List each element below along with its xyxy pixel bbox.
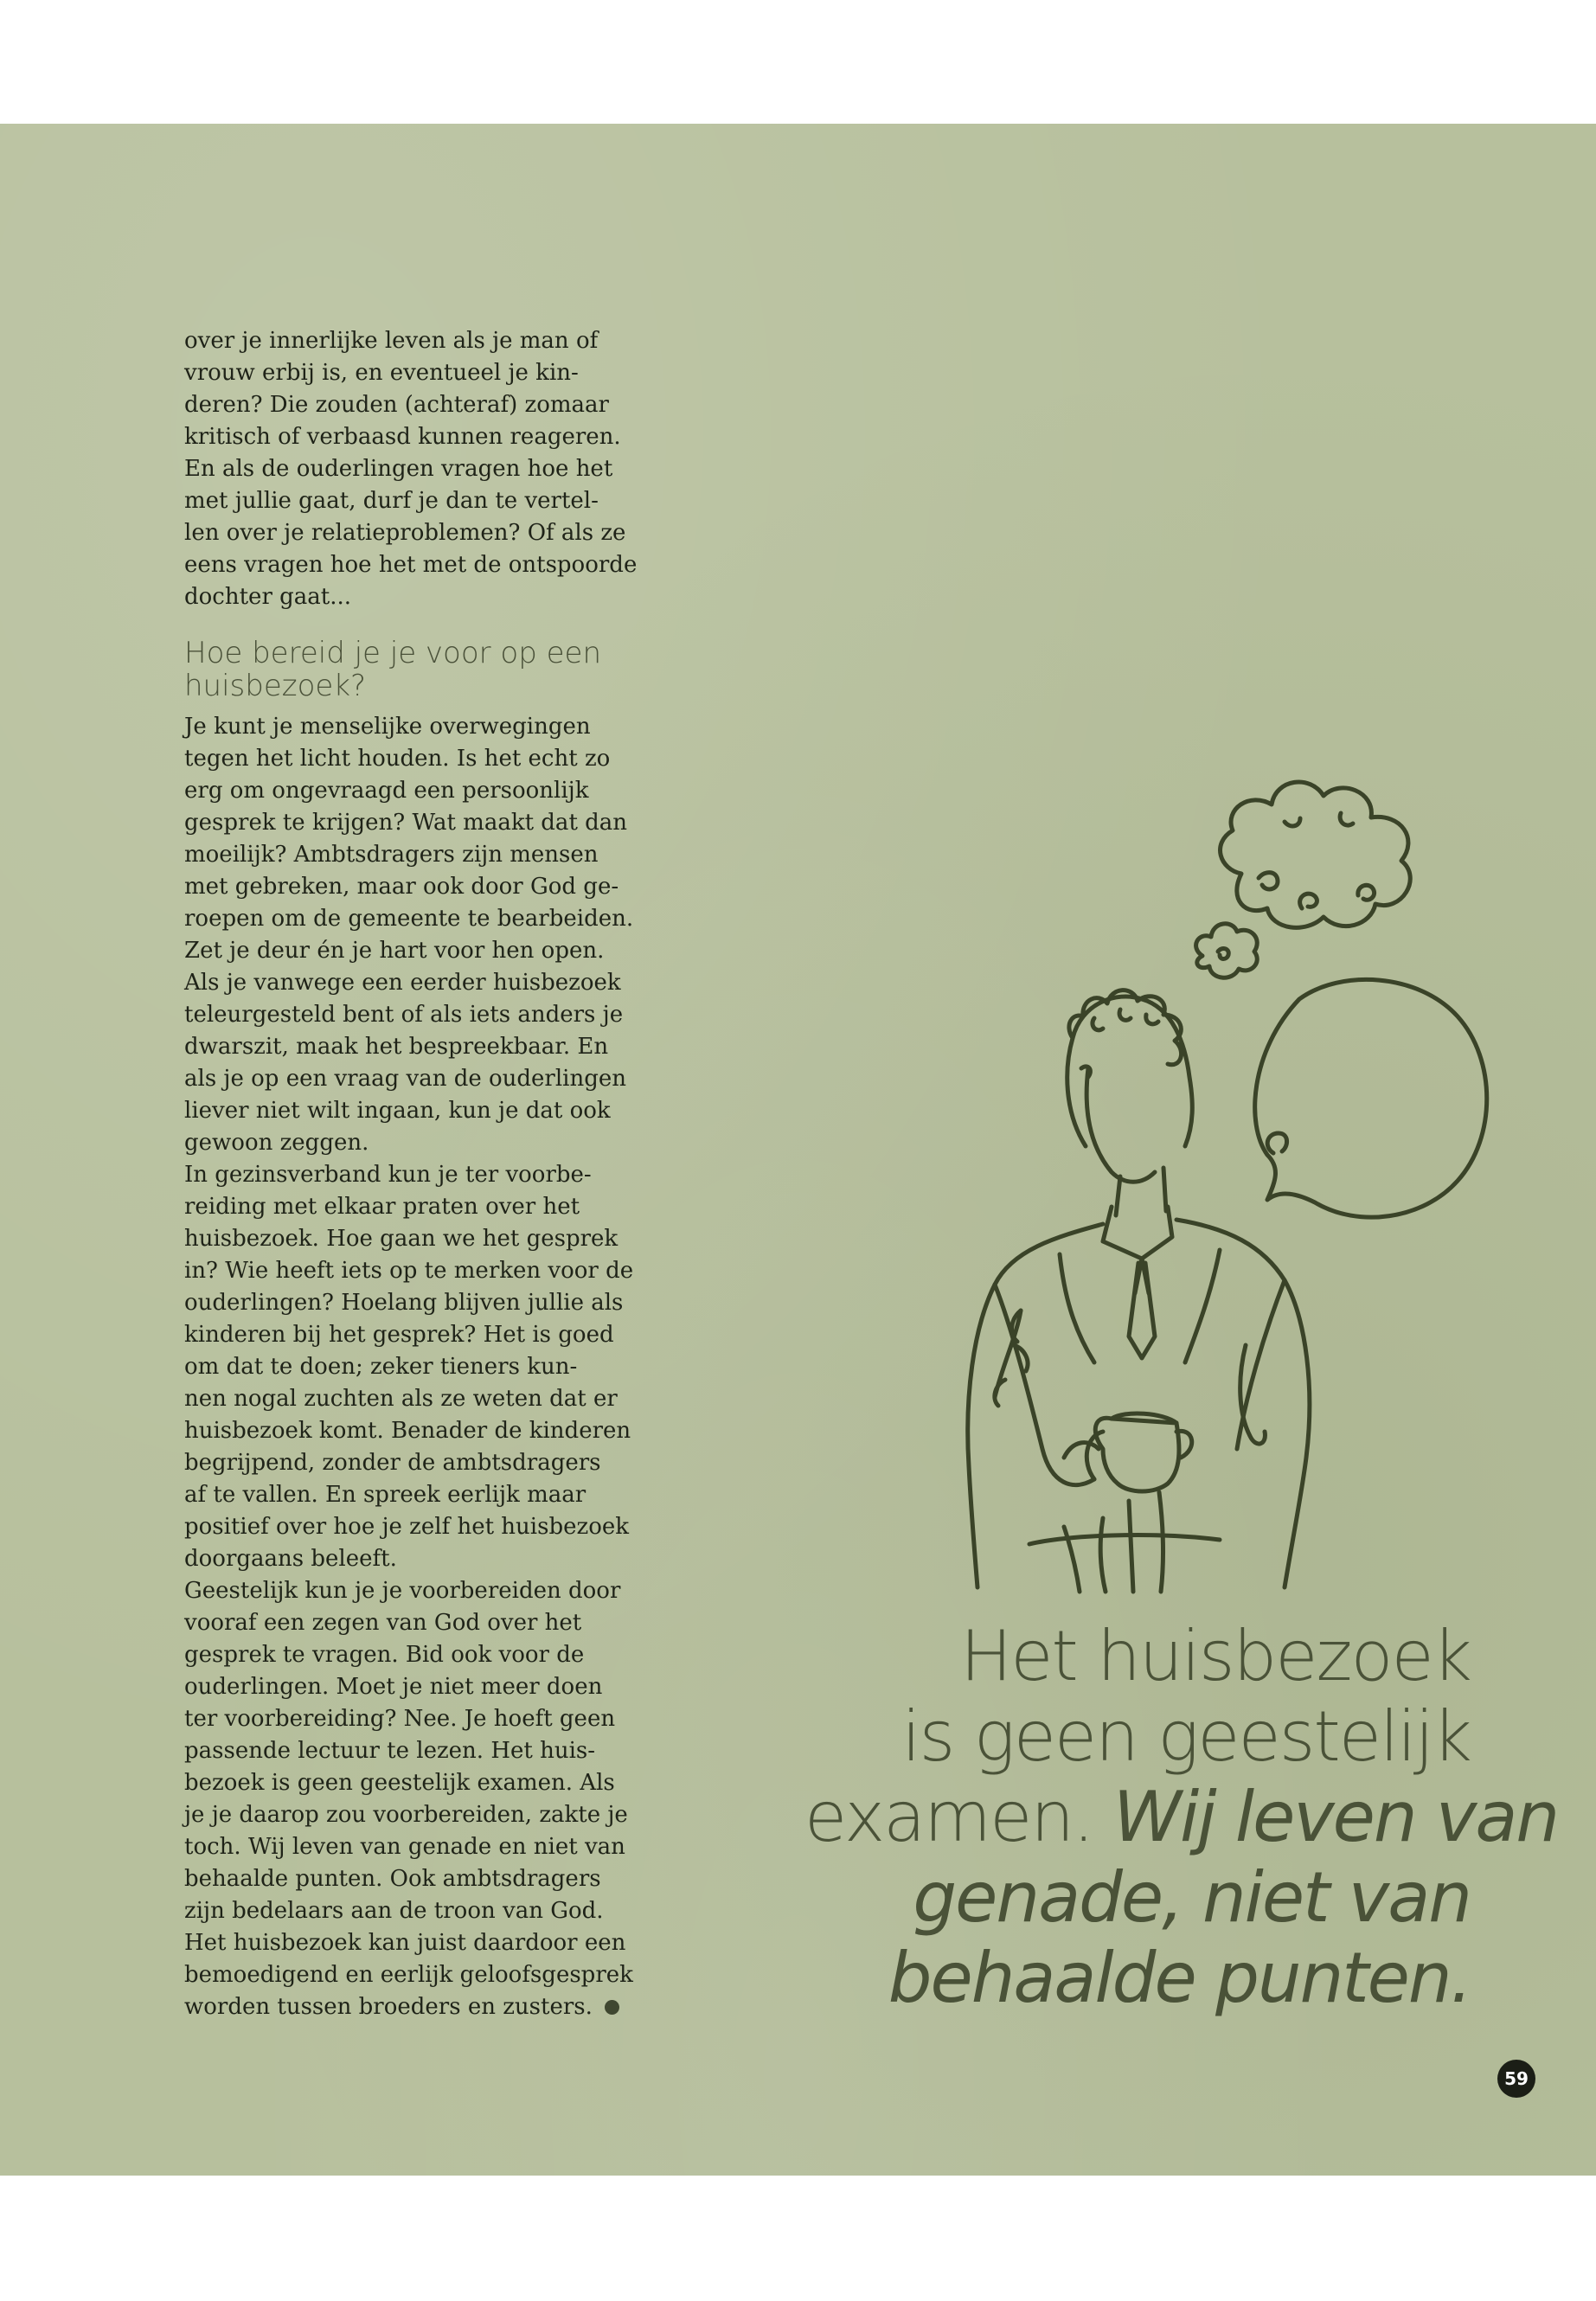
article-column-top (184, 325, 669, 613)
paragraph-2: In gezinsverband kun je ter voorbe- reiding met elkaar praten over het huisbezoek. Hoe gaan we het gesprek in? Wie heeft iets op te merken voor de ouderlingen? Hoelang blijven jullie als kinderen bij het gesprek? Het is goed om dat te doen; zeker tieners kun- nen nogal zuchten als ze weten dat er huisbezoek komt. Benader de kinderen begrijpend, zonder de ambtsdragers af te vallen. En spreek eerlijk maar positief over hoe je zelf het huisbezoek doorgaans beleeft. (184, 1162, 634, 1572)
paragraph-3 (184, 1575, 669, 2023)
pull-quote-line-3-italic: Wij leven van (1112, 1777, 1559, 1857)
paragraph-1: Je kunt je menselijke overwegingen tegen het licht houden. Is het echt zo erg om ongevraagd een persoonlijk gesprek te krijgen? Wat maakt dat dan moeilijk? Ambtsdragers zijn mensen met gebreken, maar ook door God ge- roepen om de gemeente te bearbeiden. Zet je deur én je hart voor hen open. Als je vanwege een eerder huisbezoek teleurgesteld bent of als iets anders je dwarszit, maak het bespreekbaar. En als je op een vraag van de ouderlingen liever niet wilt ingaan, kun je dat ook gewoon zeggen. (184, 714, 634, 1156)
paragraph-intro: over je innerlijke leven als je man of vrouw erbij is, en eventueel je kin- deren? Die zouden (achteraf) zomaar kritisch of verbaasd kunnen reageren. En als de ouderlingen vragen hoe het met jullie gaat, durf je dan te vertel- len over je relatieproblemen? Of als ze eens vragen hoe het met de ontspoorde dochter gaat... (184, 328, 638, 610)
subheading: Hoe bereid je je voor op een huisbezoek? (184, 636, 602, 703)
pull-quote-line-4: genade, niet van (913, 1857, 1471, 1938)
pull-quote-line-1: Het huisbezoek (960, 1616, 1471, 1696)
pull-quote-line-3 (804, 1777, 1559, 1857)
pull-quote-line-5: behaalde punten. (888, 1938, 1471, 2018)
man-with-coffee-illustration-icon (934, 740, 1540, 1605)
paragraph-3-text: Geestelijk kun je je voorbereiden door vooraf een zegen van God over het gesprek te vragen. Bid ook voor de ouderlingen. Moet je niet meer doen ter voorbereiding? Nee. Je hoeft geen passende lectuur te lezen. Het huis- bezoek is geen geestelijk examen. Als je je daarop zou voorbereiden, zakte je toch. Wij leven van genade en niet van behaalde punten. Ook ambtsdragers zijn bedelaars aan de troon van God. Het huisbezoek kan juist daardoor een bemoedigend en eerlijk geloofsgesprek worden tussen broeders en zusters. (184, 1578, 633, 2020)
pull-quote (804, 1616, 1559, 2018)
article-column-bottom (184, 711, 669, 2023)
pull-quote-line-2: is geen geestelijk (901, 1696, 1471, 1777)
pull-quote-line-3-regular: examen. (804, 1777, 1113, 1857)
page-number-badge: 59 (1497, 2060, 1535, 2098)
end-of-article-dot-icon (605, 2000, 619, 2015)
